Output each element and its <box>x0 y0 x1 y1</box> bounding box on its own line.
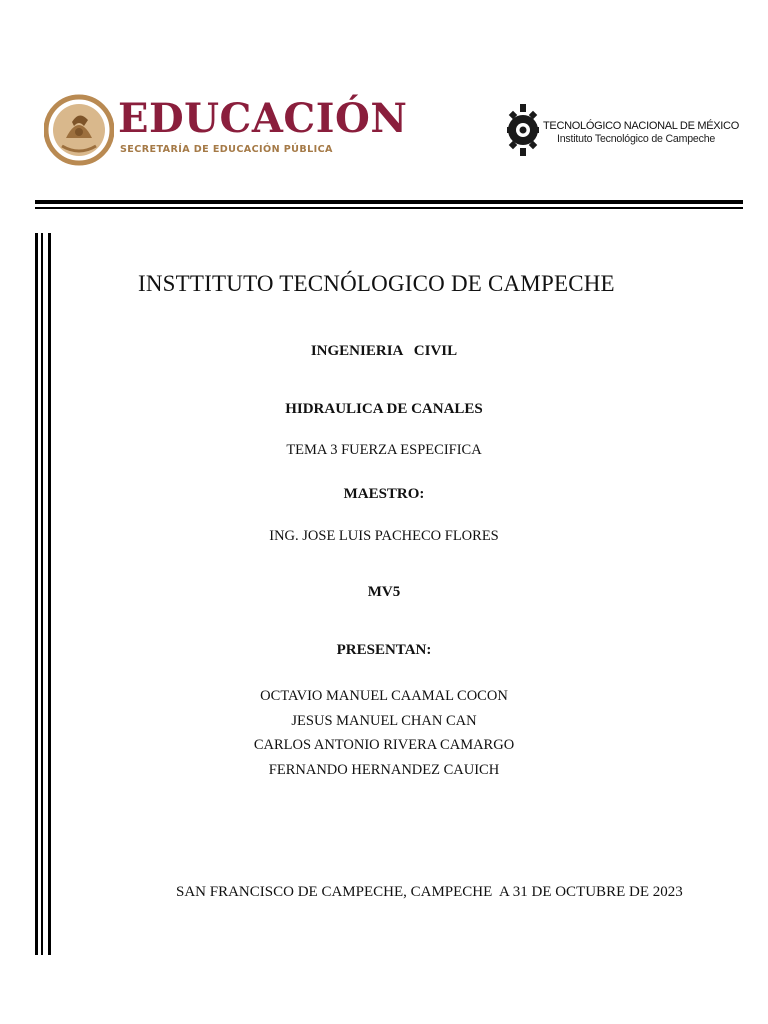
sep-logo <box>44 92 408 170</box>
tecnm-logo <box>505 100 739 168</box>
tecnm-emblem-icon <box>505 100 541 164</box>
sep-logo-subtitle: SECRETARÍA DE EDUCACIÓN PÚBLICA <box>120 144 333 155</box>
presenters-label: PRESENTAN: <box>336 642 432 658</box>
presenters-list <box>0 684 768 782</box>
mexican-coat-of-arms-seal-icon <box>44 92 114 168</box>
presenter-name: OCTAVIO MANUEL CAAMAL COCON <box>260 688 508 704</box>
career-name: INGENIERIA CIVIL <box>310 343 458 359</box>
topic-title: TEMA 3 FUERZA ESPECIFICA <box>286 442 482 458</box>
group-code: MV5 <box>367 584 401 600</box>
teacher-name: ING. JOSE LUIS PACHECO FLORES <box>269 528 499 544</box>
subject-name: HIDRAULICA DE CANALES <box>285 401 483 417</box>
teacher-label: MAESTRO: <box>343 486 425 502</box>
sep-logo-title: EDUCACIÓN <box>118 95 408 142</box>
presenter-name: JESUS MANUEL CHAN CAN <box>291 712 477 729</box>
tecnm-logo-name: TECNOLÓGICO NACIONAL DE MÉXICO <box>543 120 739 132</box>
presenter-name: FERNANDO HERNANDEZ CAUICH <box>268 761 500 778</box>
place-and-date: SAN FRANCISCO DE CAMPECHE, CAMPECHE A 31 DE OCTUBRE DE 2023 <box>176 884 683 900</box>
tecnm-logo-campus: Instituto Tecnológico de Campeche <box>557 133 716 145</box>
presenter-name: CARLOS ANTONIO RIVERA CAMARGO <box>253 737 515 753</box>
institution-title: INSTTITUTO TECNÓLOGICO DE CAMPECHE <box>138 271 615 296</box>
header-rule-thick <box>35 200 743 204</box>
header-rule-thin <box>35 207 743 209</box>
